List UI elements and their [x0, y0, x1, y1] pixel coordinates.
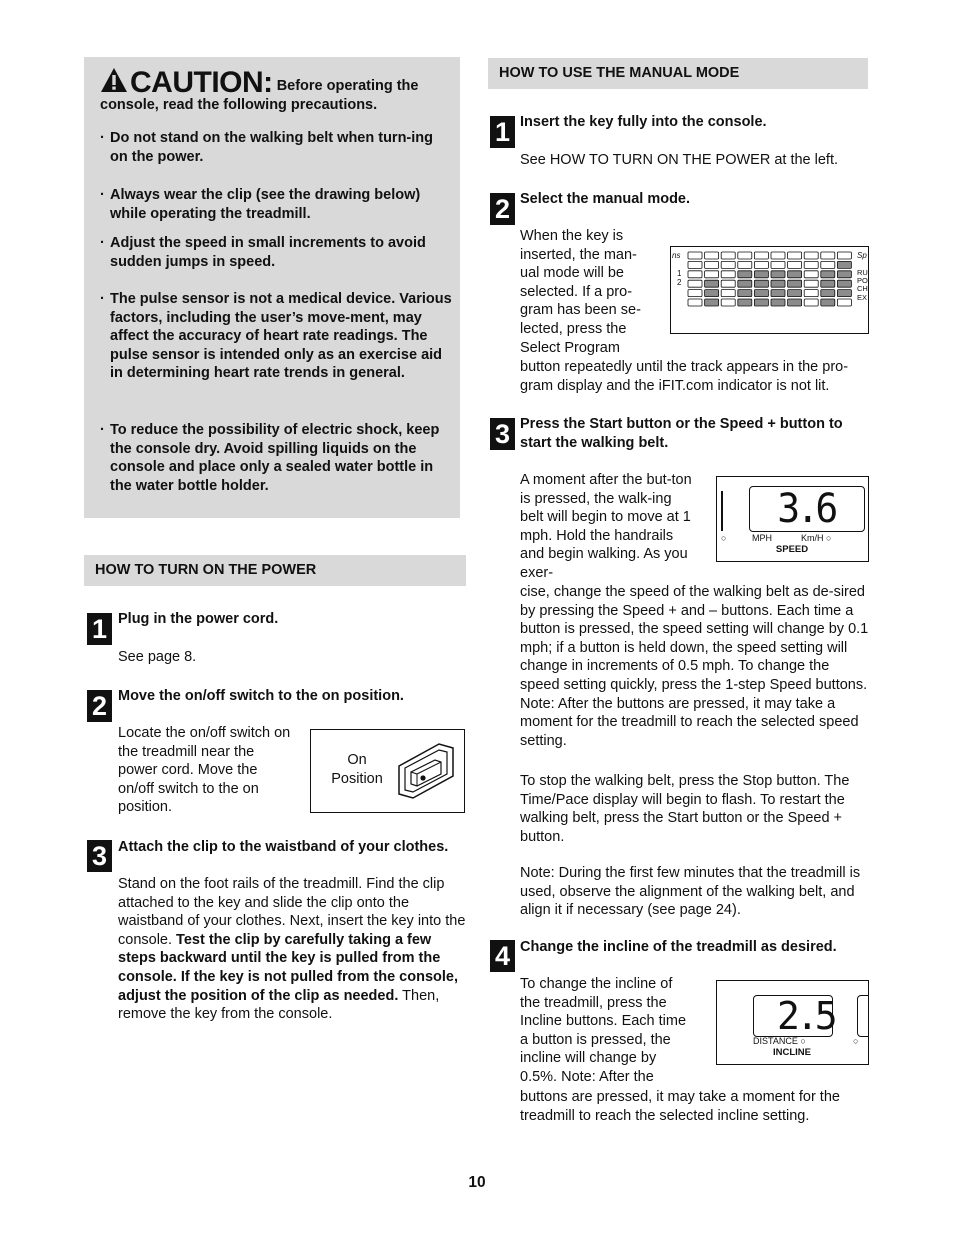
step-title: Plug in the power cord.: [118, 611, 279, 627]
grid-cell: [821, 290, 835, 297]
grid-cell: [804, 299, 818, 306]
caution-title: [100, 67, 450, 114]
grid-cell: [738, 299, 752, 306]
grid-cell: [721, 271, 735, 278]
step-title: Change the incline of the treadmill as desired.: [520, 939, 837, 955]
power-switch-icon: [395, 738, 459, 804]
step-body: A moment after the but-ton is pressed, the walk-ing belt will begin to move at 1 mph. Hold the handrails and begin walking. As you exer-: [520, 472, 692, 581]
unit-label: MPH: [752, 533, 772, 543]
grid-cell: [821, 252, 835, 259]
grid-cell: [721, 252, 735, 259]
grid-cell: [754, 280, 768, 287]
indicator-light-icon: ○: [721, 533, 727, 543]
grid-cell: [771, 299, 785, 306]
speed-display-figure: [716, 476, 869, 562]
step-title: Select the manual mode.: [520, 191, 691, 207]
step-body: Locate the on/off switch on the treadmill near the power cord. Move the on/off switch to the on position.: [118, 725, 291, 816]
program-display-figure: [670, 246, 869, 334]
caution-bullet: · Adjust the speed in small increments to avoid sudden jumps in speed.: [100, 235, 426, 270]
step-body: When the key is inserted, the man-ual mode will be selected. If a pro-gram has been se-lected, press the Select Program: [520, 228, 641, 356]
grid-cell: [738, 290, 752, 297]
step-title: Press the Start button or the Speed + button to start the walking belt.: [520, 416, 843, 451]
grid-cell: [705, 299, 719, 306]
grid-cell: [688, 271, 702, 278]
grid-cell: [754, 271, 768, 278]
grid-cell: [837, 280, 851, 287]
grid-cell: [705, 252, 719, 259]
step-body: See HOW TO TURN ON THE POWER at the left.: [520, 152, 839, 168]
step-body-stop: To stop the walking belt, press the Stop button. The Time/Pace display will begin to flash. To restart the walking belt, press the Start button or the Speed + button.: [520, 773, 850, 845]
grid-cell: [788, 271, 802, 278]
caution-intro-2: console, read the following precautions.: [100, 96, 378, 113]
grid-cell: [721, 290, 735, 297]
grid-cell: [688, 290, 702, 297]
grid-cell: [754, 261, 768, 268]
step-body-continued: button repeatedly until the track appears in the pro-gram display and the iFIT.com indicator is not lit.: [520, 359, 849, 394]
grid-cell: [788, 290, 802, 297]
step-number: 3: [87, 840, 112, 872]
grid-cell: [771, 280, 785, 287]
step-number: 3: [490, 418, 515, 450]
grid-cell: [837, 271, 851, 278]
step-body: To change the incline of the treadmill, press the Incline buttons. Each time a button is pressed, the incline will change by 0.5%. Note: After the: [520, 976, 687, 1085]
step-title: Insert the key fully into the console.: [520, 114, 767, 130]
grid-cell: [771, 290, 785, 297]
manual-section-heading: HOW TO USE THE MANUAL MODE: [488, 58, 868, 89]
step-number: 1: [490, 116, 515, 148]
grid-cell: [738, 271, 752, 278]
unit-label: DISTANCE ○: [753, 1036, 806, 1046]
grid-cell: [837, 290, 851, 297]
figure-label: 2: [677, 278, 682, 287]
step-number: 4: [490, 940, 515, 972]
grid-cell: [837, 261, 851, 268]
grid-cell: [771, 252, 785, 259]
display-divider: [721, 491, 723, 531]
page-number: 10: [468, 1174, 486, 1191]
power-section-heading: HOW TO TURN ON THE POWER: [84, 555, 466, 586]
lcd-window-adjacent: [857, 995, 869, 1037]
figure-label: 1: [677, 269, 682, 278]
grid-cell: [788, 261, 802, 268]
step-number: 1: [87, 613, 112, 645]
grid-cell: [771, 261, 785, 268]
grid-cell: [788, 252, 802, 259]
grid-cell: [705, 271, 719, 278]
indicator-light-icon: ○: [853, 1036, 859, 1046]
grid-cell: [788, 280, 802, 287]
caution-bullet: · The pulse sensor is not a medical device. Various factors, including the user’s move-ment, may affect the accuracy of heart rate readings. The pulse sensor is intended only as an exercise aid in determining heart rate trends in general.: [100, 291, 452, 382]
grid-cell: [788, 299, 802, 306]
step-body: See page 8.: [118, 649, 197, 665]
grid-cell: [721, 261, 735, 268]
grid-cell: [754, 290, 768, 297]
grid-cell: [804, 290, 818, 297]
step-number: 2: [87, 690, 112, 722]
grid-cell: [804, 271, 818, 278]
on-position-figure: [310, 729, 465, 813]
display-label: SPEED: [775, 544, 809, 555]
grid-cell: [688, 299, 702, 306]
program-grid: [687, 251, 855, 311]
unit-label: Km/H ○: [801, 533, 832, 543]
grid-cell: [821, 280, 835, 287]
step-body-continued: buttons are pressed, it may take a moment for the treadmill to reach the selected incline setting.: [520, 1089, 840, 1124]
step-body-note: Note: During the first few minutes that the treadmill is used, observe the alignment of the walking belt, and align it if necessary (see page 24).: [520, 865, 861, 919]
step-title: Attach the clip to the waistband of your clothes.: [118, 839, 449, 855]
figure-label: On Position: [331, 752, 383, 787]
grid-cell: [754, 252, 768, 259]
caution-intro-1: Before operating the: [276, 78, 419, 94]
grid-cell: [837, 252, 851, 259]
grid-cell: [821, 299, 835, 306]
grid-cell: [738, 261, 752, 268]
grid-cell: [771, 271, 785, 278]
grid-cell: [721, 299, 735, 306]
figure-label: ns: [672, 251, 681, 260]
grid-cell: [705, 280, 719, 287]
grid-cell: [705, 290, 719, 297]
grid-cell: [688, 252, 702, 259]
grid-cell: [688, 261, 702, 268]
incline-readout: 2.5: [777, 994, 834, 1038]
warning-triangle-icon: [100, 67, 128, 93]
figure-label-stack: RU PO CH EX: [857, 268, 868, 302]
grid-cell: [738, 252, 752, 259]
grid-cell: [821, 261, 835, 268]
grid-cell: [721, 280, 735, 287]
grid-cell: [688, 280, 702, 287]
step-title: Move the on/off switch to the on position.: [118, 688, 404, 704]
caution-bullet: · Always wear the clip (see the drawing below) while operating the treadmill.: [100, 187, 421, 222]
speed-readout: 3.6: [777, 486, 835, 532]
grid-cell: [821, 271, 835, 278]
grid-cell: [804, 280, 818, 287]
incline-display-figure: [716, 980, 869, 1065]
grid-cell: [754, 299, 768, 306]
grid-cell: [738, 280, 752, 287]
step-body: Stand on the foot rails of the treadmill. Find the clip attached to the key and slide the clip onto the waistband of your clothes. Next, insert the key into the console. Test the clip by carefully taking a few steps backward until the key is pulled from the console. If the key is not pulled from the console, adjust the position of the clip as needed. Then, remove the key from the console.: [118, 876, 466, 1023]
step-body-continued: cise, change the speed of the walking belt as de-sired by pressing the Speed + and – buttons. Each time a button is pressed, the speed setting will change by 0.1 mph; if a button is held down, the speed setting will change in increments of 0.5 mph. To change the speed setting quickly, press the 1-step Speed buttons. Note: After the buttons are pressed, it may take a moment for the treadmill to reach the selected speed setting.: [520, 584, 869, 749]
figure-label: Sp: [857, 251, 867, 260]
display-label: INCLINE: [773, 1047, 811, 1058]
grid-cell: [705, 261, 719, 268]
caution-bullet: · To reduce the possibility of electric shock, keep the console dry. Avoid spilling liquids on the console and place only a sealed water bottle in the water bottle holder.: [100, 422, 440, 494]
caution-heading: CAUTION:: [130, 66, 273, 99]
grid-cell: [837, 299, 851, 306]
caution-box: [84, 57, 460, 518]
step-number: 2: [490, 193, 515, 225]
grid-cell: [804, 252, 818, 259]
grid-cell: [804, 261, 818, 268]
caution-bullet: · Do not stand on the walking belt when turn-ing on the power.: [100, 130, 434, 165]
